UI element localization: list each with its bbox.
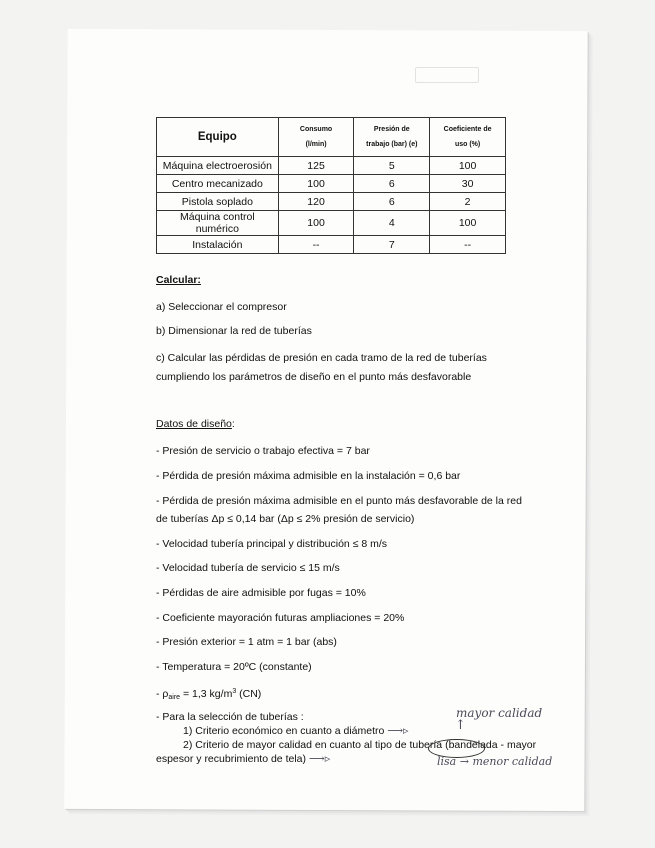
header-consumo-line2: (l/min) xyxy=(305,141,327,148)
calcular-item-c-line2: cumpliendo los parámetros de diseño en el punto más desfavorable xyxy=(156,371,472,383)
header-coeficiente xyxy=(430,118,506,157)
cell-consumo: 100 xyxy=(278,175,354,193)
header-equipo: Equipo xyxy=(157,118,279,157)
dato-densidad-aire xyxy=(156,683,261,707)
cell-coef: -- xyxy=(430,236,506,254)
cell-consumo: 125 xyxy=(278,157,354,175)
header-presion xyxy=(354,118,430,157)
criterio-1-text: 1) Criterio económico en cuanto a diámetro xyxy=(183,725,385,737)
dato-perdida-instalacion: - Pérdida de presión máxima admisible en la instalación = 0,6 bar xyxy=(156,470,461,482)
dato-presion-servicio: - Presión de servicio o trabajo efectiva = 7 bar xyxy=(156,445,370,457)
datos-heading xyxy=(156,415,235,433)
cell-coef: 30 xyxy=(430,175,506,193)
cell-coef: 2 xyxy=(430,193,506,211)
table-row xyxy=(157,175,506,193)
rho-subscript: aire xyxy=(168,694,181,701)
header-coef-line1: Coeficiente de xyxy=(443,126,492,133)
handwritten-note-lisa: lisa → menor calidad xyxy=(437,755,553,768)
handwritten-note-mayor-calidad: mayor calidad xyxy=(456,706,543,720)
cell-presion: 6 xyxy=(354,193,430,211)
rho-superscript: 3 xyxy=(232,688,237,695)
table-header-row xyxy=(157,118,506,157)
datos-heading-colon: : xyxy=(231,418,235,430)
cell-equipo: Instalación xyxy=(157,236,279,254)
header-consumo-line1: Consumo xyxy=(299,126,333,133)
criterio-2-line2 xyxy=(156,750,330,768)
handwritten-up-arrow: ↑ xyxy=(455,718,466,733)
cell-coef: 100 xyxy=(430,157,506,175)
cell-coef: 100 xyxy=(430,211,506,236)
cell-consumo: 100 xyxy=(278,211,354,236)
calcular-item-b: b) Dimensionar la red de tuberías xyxy=(156,325,312,337)
criterio-2-bandelada: bandelada xyxy=(448,739,498,751)
header-presion-line2: trabajo (bar) (e) xyxy=(366,141,418,148)
header-consumo xyxy=(278,118,354,157)
table-row xyxy=(157,236,506,254)
tuberias-heading: - Para la selección de tuberías : xyxy=(156,711,304,723)
cell-presion: 5 xyxy=(354,157,430,175)
rho-symbol: - ρ xyxy=(156,688,169,700)
faint-stamp xyxy=(415,67,479,83)
table-row xyxy=(157,157,506,175)
calcular-item-a: a) Seleccionar el compresor xyxy=(156,301,287,313)
handwritten-arrow-2: ⟶▹ xyxy=(308,752,331,765)
rho-suffix: (CN) xyxy=(236,688,262,700)
criterio-2-post: - mayor xyxy=(497,739,537,751)
calcular-heading: Calcular: xyxy=(156,274,201,286)
dato-perdida-punto-line1: - Pérdida de presión máxima admisible en el punto más desfavorable de la red xyxy=(156,495,522,507)
cell-presion: 6 xyxy=(354,175,430,193)
header-coef-line2: uso (%) xyxy=(454,141,481,148)
table-row xyxy=(157,193,506,211)
dato-presion-exterior: - Presión exterior = 1 atm = 1 bar (abs) xyxy=(156,636,337,648)
cell-presion: 7 xyxy=(354,236,430,254)
dato-coeficiente-mayoracion: - Coeficiente mayoración futuras ampliaciones = 20% xyxy=(156,612,405,624)
criterio-2-pre: 2) Criterio de mayor calidad en cuanto al tipo de tubería ( xyxy=(183,739,449,751)
table-row xyxy=(157,211,506,236)
calcular-item-c-line1: c) Calcular las pérdidas de presión en cada tramo de la red de tuberías xyxy=(156,352,487,364)
cell-equipo: Máquina control numérico xyxy=(157,211,279,236)
dato-perdidas-fugas: - Pérdidas de aire admisible por fugas = 10% xyxy=(156,587,366,599)
cell-equipo: Máquina electroerosión xyxy=(157,157,279,175)
datos-heading-text: Datos de diseño xyxy=(156,418,232,430)
header-presion-line1: Presión de xyxy=(373,126,410,133)
dato-velocidad-servicio: - Velocidad tubería de servicio ≤ 15 m/s xyxy=(156,562,340,574)
cell-equipo: Pistola soplado xyxy=(157,193,279,211)
dato-temperatura: - Temperatura = 20ºC (constante) xyxy=(156,661,312,673)
cell-consumo: 120 xyxy=(278,193,354,211)
cell-consumo: -- xyxy=(278,236,354,254)
equipment-table xyxy=(156,117,506,254)
handwritten-arrow-1: ⟶▹ xyxy=(387,724,409,737)
cell-presion: 4 xyxy=(354,211,430,236)
cell-equipo: Centro mecanizado xyxy=(157,175,279,193)
rho-value: = 1,3 kg/m xyxy=(180,688,233,700)
dato-perdida-punto-line2: de tuberías Δp ≤ 0,14 bar (Δp ≤ 2% presión de servicio) xyxy=(156,513,415,525)
criterio-2-line2-text: espesor y recubrimiento de tela) xyxy=(156,753,306,765)
dato-velocidad-principal: - Velocidad tubería principal y distribución ≤ 8 m/s xyxy=(156,538,388,550)
